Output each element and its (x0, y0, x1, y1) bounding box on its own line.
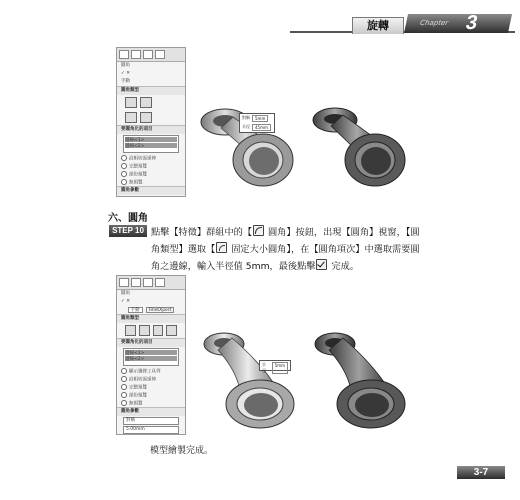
manual-tab[interactable]: 手動 (128, 307, 143, 313)
fillet-type-icons (117, 323, 185, 338)
check-icon (316, 259, 327, 270)
model-preview-bottom-left (196, 320, 308, 432)
variable-fillet-icon[interactable] (139, 325, 150, 336)
constant-fillet-icon[interactable] (125, 325, 136, 336)
radius-callout-top: 對稱 5mm 半徑 45mm (239, 113, 275, 133)
fillet-type-section[interactable]: 圓角類型 (117, 86, 185, 95)
model-preview-top-left (193, 92, 303, 192)
display-tab-icon[interactable] (155, 278, 165, 287)
step-text-line-3: 角之邊線，輸入半徑值 5mm，最後點擊 完成。 (151, 261, 359, 272)
radius-input[interactable]: 5.00mm (123, 426, 179, 434)
full-preview-option[interactable]: 完整預覽 (117, 383, 185, 391)
edge-list[interactable] (123, 348, 179, 366)
header-section-tab: 旋轉 (352, 17, 404, 34)
radio-icon (121, 163, 127, 169)
model-result-top-right (305, 92, 415, 192)
model-result-bottom-right (305, 320, 417, 432)
symmetric-select[interactable] (123, 196, 179, 197)
fillet-type-section[interactable]: 圓角類型 (117, 314, 185, 323)
constant-fillet-icon (216, 242, 227, 253)
fillet-property-panel-bottom (116, 275, 186, 435)
edge-item[interactable]: 邊線<2> (125, 356, 177, 361)
fillet-type-icons-2 (117, 110, 185, 125)
fillet-type-icons (117, 95, 185, 110)
feature-tab-icon[interactable] (119, 50, 129, 59)
no-preview-option[interactable]: 無預覽 (117, 178, 185, 186)
tangent-propagation-option[interactable]: 沿相切面延伸 (117, 375, 185, 383)
constant-fillet-icon[interactable] (125, 97, 137, 108)
show-selection-toolbar-option[interactable]: 顯示選擇工具列 (117, 367, 185, 375)
panel-ok-cancel[interactable]: ✓ ✕ (121, 299, 130, 304)
radio-icon (121, 179, 127, 185)
fillet-params-section[interactable]: 圓角參數 (117, 407, 185, 416)
config-tab-icon[interactable] (143, 278, 153, 287)
chapter-word: Chapter (419, 19, 449, 27)
chapter-number: 3 (463, 12, 480, 34)
property-tab-icon[interactable] (131, 278, 141, 287)
edge-item[interactable]: 邊線<2> (125, 143, 177, 148)
filletxpert-tab[interactable]: FilletXpert (146, 307, 175, 313)
mode-tabs (117, 306, 185, 314)
radius-callout-bottom: 半徑 5mm (259, 360, 291, 371)
radio-icon (121, 400, 127, 406)
section-heading: 六、圓角 (108, 213, 148, 224)
bottom-bore (361, 147, 391, 175)
page-number: 3-7 (457, 466, 505, 479)
bottom-bore (249, 147, 279, 175)
radio-icon (121, 384, 127, 390)
feature-tab-icon[interactable] (119, 278, 129, 287)
full-round-fillet-icon[interactable] (140, 112, 152, 123)
items-section[interactable]: 要圓角化的項目 (117, 338, 185, 347)
checkbox-icon (121, 155, 127, 161)
step-text-line-2: 角類型】選取【 固定大小圓角】，在【圓角項次】中選取需要圓 (151, 244, 420, 255)
partial-preview-option[interactable]: 部份預覽 (117, 391, 185, 399)
chapter-badge (404, 14, 512, 33)
tangent-propagation-option[interactable]: 沿相切面延伸 (117, 154, 185, 162)
finish-note: 模型繪製完成。 (150, 446, 214, 456)
panel-tabs (117, 48, 185, 62)
bottom-bore (244, 393, 278, 417)
bottom-bore (355, 393, 389, 417)
full-round-fillet-icon[interactable] (166, 325, 177, 336)
checkbox-icon (121, 368, 127, 374)
property-tab-icon[interactable] (131, 50, 141, 59)
display-tab-icon[interactable] (155, 50, 165, 59)
edge-item[interactable]: 邊線<1> (125, 137, 177, 142)
fillet-params-section[interactable]: 圓角參數 (117, 186, 185, 195)
panel-tabs (117, 276, 185, 290)
step-badge: STEP 10 (109, 225, 147, 237)
face-fillet-icon[interactable] (125, 112, 137, 123)
checkbox-icon (121, 376, 127, 382)
manual-label: 手動 (121, 79, 130, 84)
config-tab-icon[interactable] (143, 50, 153, 59)
partial-preview-option[interactable]: 部份預覽 (117, 170, 185, 178)
fillet-icon (253, 225, 264, 236)
symmetric-select[interactable]: 對稱 (123, 417, 179, 425)
face-fillet-icon[interactable] (153, 325, 164, 336)
fillet-property-panel-top (116, 47, 186, 197)
edge-list[interactable] (123, 135, 179, 153)
items-section[interactable]: 要圓角化的項目 (117, 125, 185, 134)
variable-fillet-icon[interactable] (140, 97, 152, 108)
step-text-line-1: 點擊【特徵】群組中的【 圓角】按鈕，出現【圓角】視窗，【圓 (151, 227, 420, 238)
panel-title: 圓角 (121, 291, 130, 296)
edge-item[interactable]: 邊線<1> (125, 350, 177, 355)
full-preview-option[interactable]: 完整預覽 (117, 162, 185, 170)
panel-title: 圓角 (121, 63, 130, 68)
radio-icon (121, 392, 127, 398)
panel-ok-cancel[interactable]: ✓ ✕ (121, 71, 130, 76)
no-preview-option[interactable]: 無預覽 (117, 399, 185, 407)
radio-icon (121, 171, 127, 177)
